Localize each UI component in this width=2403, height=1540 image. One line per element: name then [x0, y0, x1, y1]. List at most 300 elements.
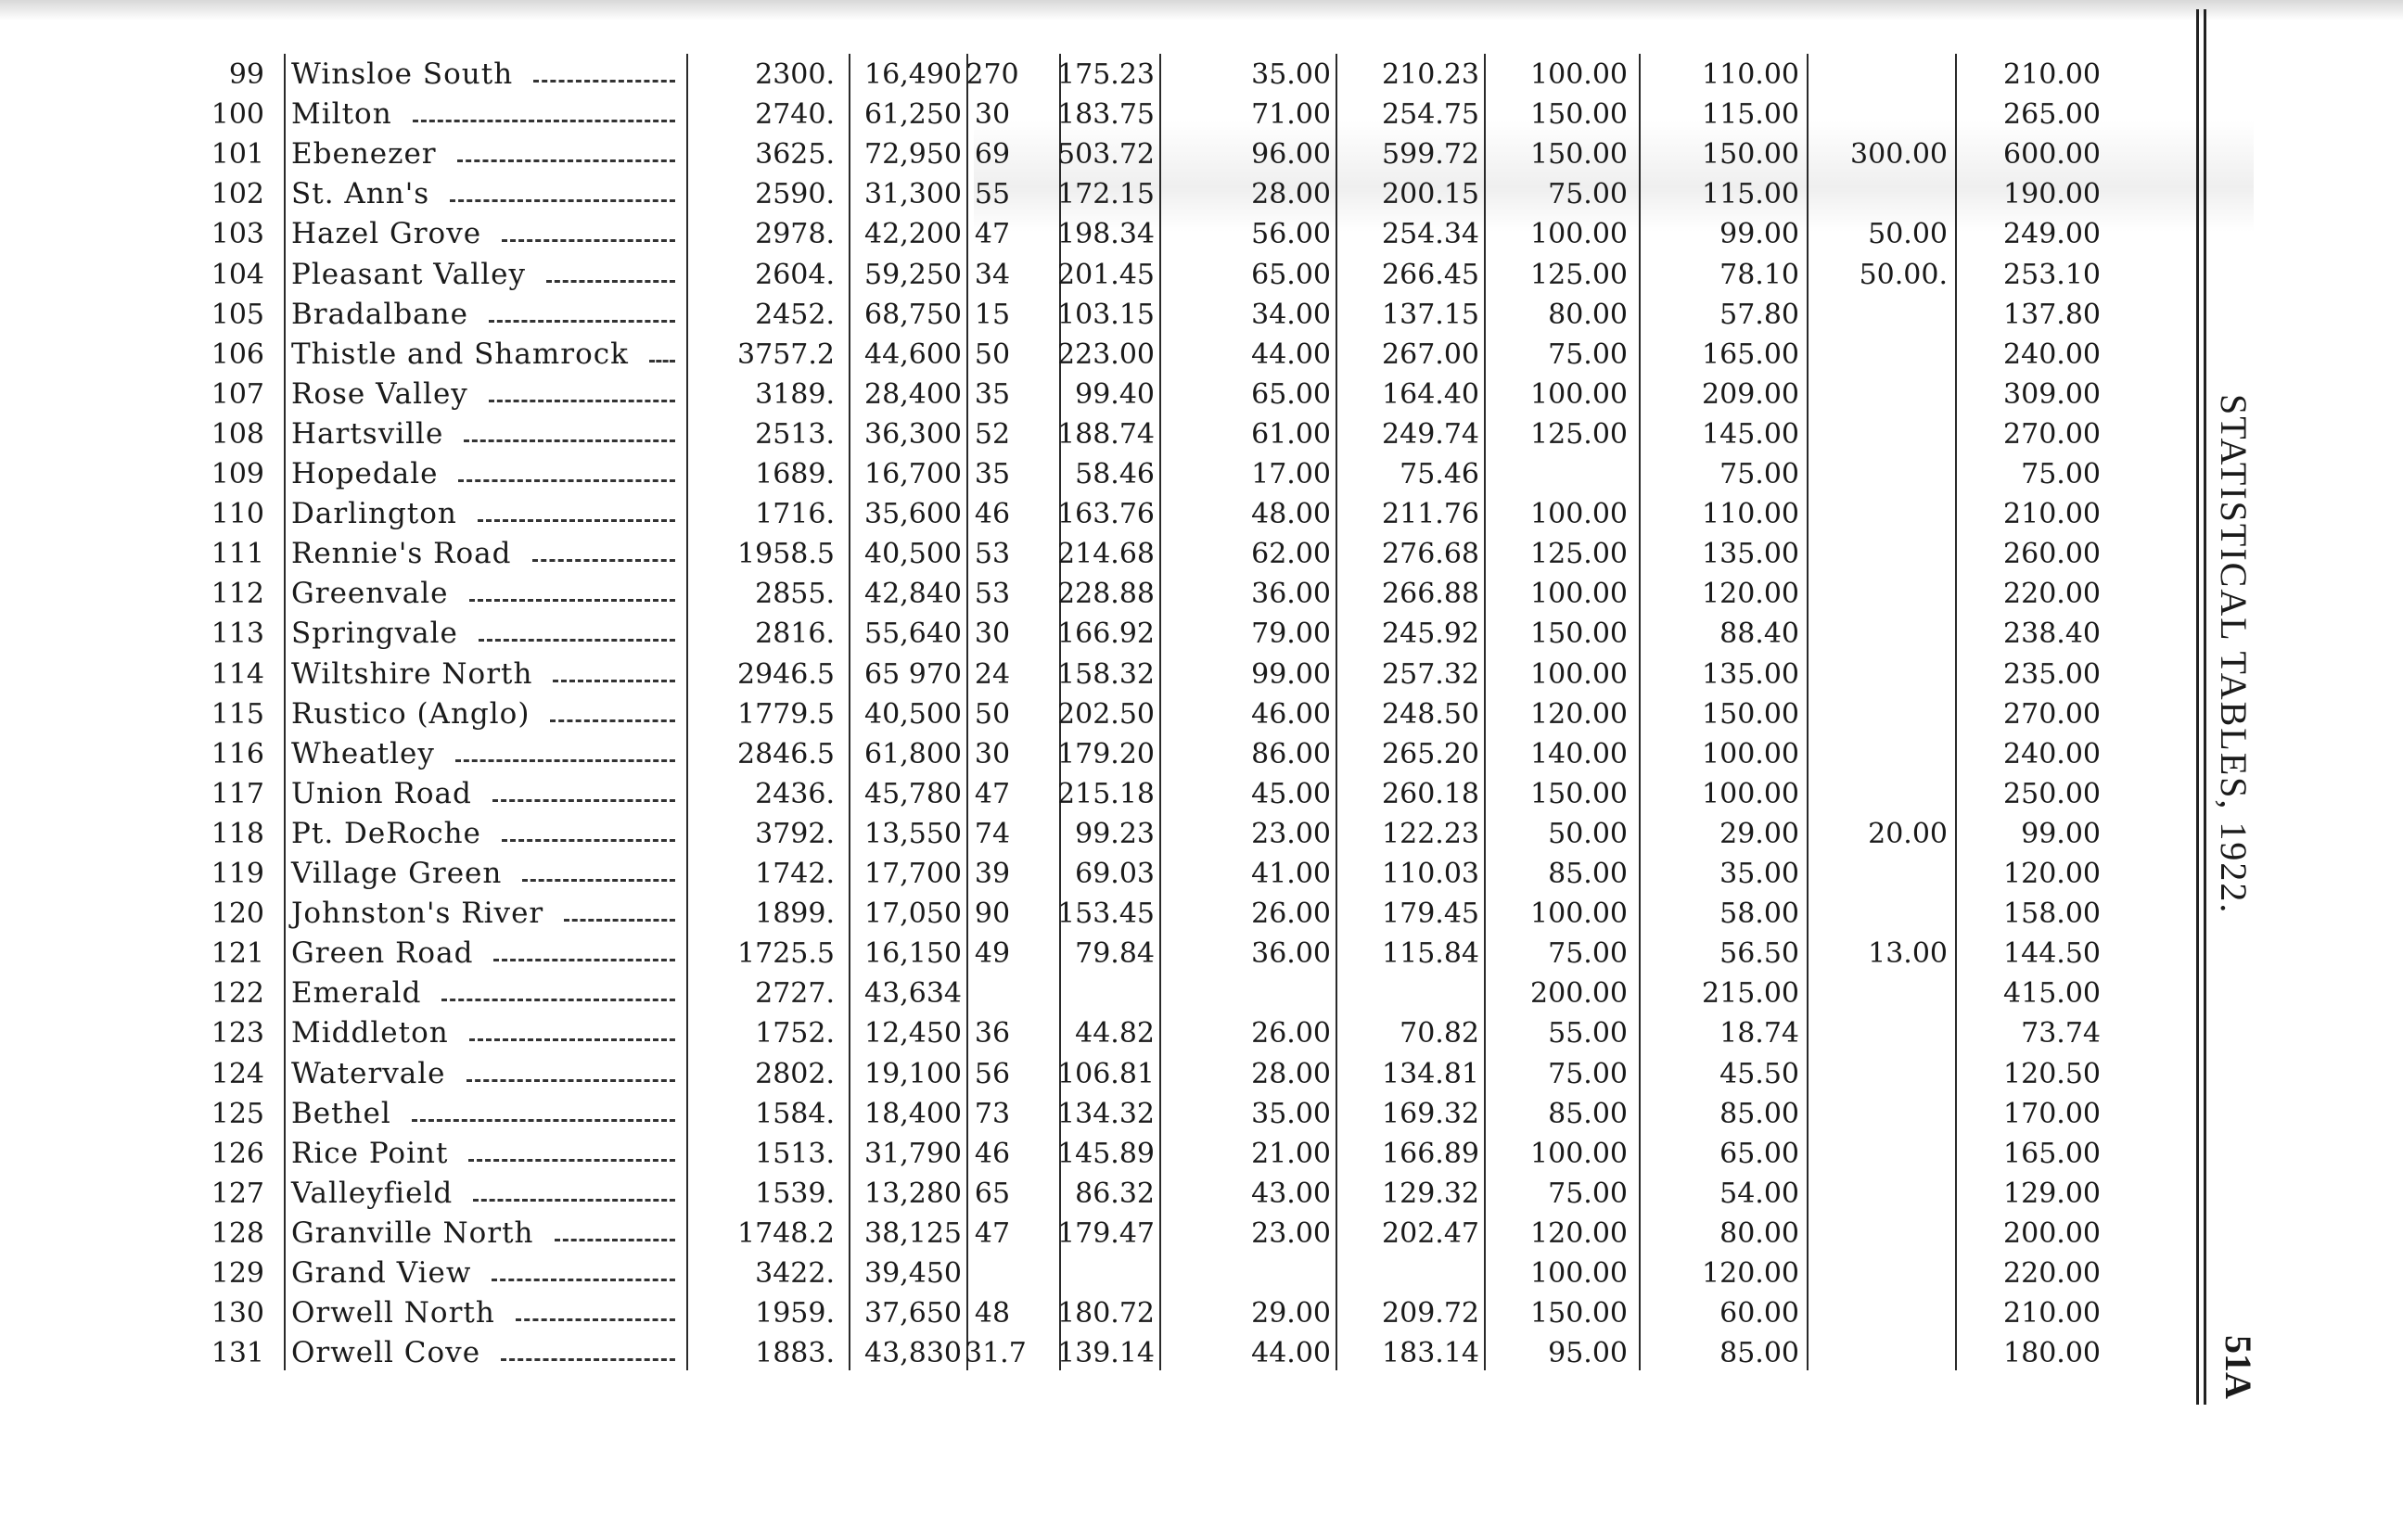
table-cell-c2: 19,100 — [864, 1057, 962, 1090]
table-cell-c6: 134.81 — [1382, 1057, 1479, 1090]
dot-leader — [468, 1159, 675, 1162]
table-cell-c6: 137.15 — [1382, 298, 1479, 331]
row-number: 127 — [211, 1177, 264, 1210]
table-cell-c3: 34 — [974, 258, 1011, 291]
table-cell-c10: 250.00 — [2003, 777, 2101, 810]
table-row — [0, 894, 2189, 934]
table-cell-c7: 50.00 — [1548, 817, 1628, 850]
table-cell-c3: 47 — [974, 777, 1011, 810]
table-cell-c6: 202.47 — [1382, 1216, 1479, 1250]
dot-leader — [479, 639, 675, 642]
table-cell-c7: 100.00 — [1530, 218, 1628, 251]
table-cell-c2: 16,700 — [864, 458, 962, 490]
table-row — [0, 174, 2189, 214]
table-cell-c7: 75.00 — [1548, 337, 1628, 371]
table-cell-c1: 1958.5 — [737, 538, 835, 571]
table-cell-c7: 200.00 — [1530, 977, 1628, 1011]
district-name: Wheatley — [291, 736, 435, 770]
table-row — [0, 1214, 2189, 1254]
table-cell-c5: 35.00 — [1251, 58, 1331, 91]
table-row — [0, 774, 2189, 814]
table-cell-c7: 100.00 — [1530, 498, 1628, 531]
table-row — [0, 255, 2189, 295]
table-cell-c3: 46 — [974, 1137, 1011, 1170]
table-cell-c7: 100.00 — [1530, 657, 1628, 691]
district-name: Hartsville — [291, 416, 444, 451]
table-cell-c10: 120.00 — [2003, 858, 2101, 890]
row-number: 121 — [211, 937, 264, 971]
table-cell-c2: 65 970 — [864, 657, 962, 691]
table-cell-c8: 88.40 — [1719, 617, 1799, 651]
table-cell-c7: 100.00 — [1530, 897, 1628, 931]
table-cell-c8: 110.00 — [1702, 498, 1799, 531]
table-row — [0, 494, 2189, 534]
table-cell-c3: 36 — [974, 1017, 1011, 1050]
table-cell-c3: 69 — [974, 138, 1011, 172]
table-cell-c7: 85.00 — [1548, 858, 1628, 890]
table-cell-c8: 85.00 — [1719, 1337, 1799, 1370]
table-cell-c10: 600.00 — [2003, 138, 2101, 172]
table-cell-c8: 57.80 — [1719, 298, 1799, 331]
table-cell-c6: 200.15 — [1382, 178, 1479, 211]
district-name: Grand View — [291, 1256, 472, 1290]
table-cell-c1: 2740. — [755, 98, 835, 132]
table-cell-c1: 1899. — [755, 897, 835, 931]
row-number: 114 — [211, 657, 264, 691]
table-cell-c3: 53 — [974, 538, 1011, 571]
table-cell-c3: 73 — [974, 1097, 1011, 1130]
table-cell-c6: 260.18 — [1382, 777, 1479, 810]
table-cell-c2: 37,650 — [864, 1297, 962, 1330]
table-cell-c10: 158.00 — [2003, 897, 2101, 931]
table-cell-c8: 115.00 — [1702, 178, 1799, 211]
row-number: 107 — [211, 377, 264, 411]
table-cell-c9: 13.00 — [1868, 937, 1948, 971]
row-number: 109 — [211, 458, 264, 490]
table-cell-c8: 56.50 — [1719, 937, 1799, 971]
row-number: 115 — [211, 697, 264, 731]
table-cell-c2: 61,800 — [864, 737, 962, 770]
table-cell-c10: 235.00 — [2003, 657, 2101, 691]
table-row — [0, 1094, 2189, 1134]
table-cell-c9: 300.00 — [1850, 138, 1948, 172]
table-cell-c7: 75.00 — [1548, 178, 1628, 211]
district-name: Middleton — [291, 1016, 449, 1050]
district-name: Rustico (Anglo) — [291, 696, 530, 731]
table-cell-c6: 249.74 — [1382, 417, 1479, 451]
table-cell-c4: 99.23 — [1075, 817, 1155, 850]
dot-leader — [546, 280, 675, 283]
table-cell-c3: 46 — [974, 498, 1011, 531]
table-cell-c6: 267.00 — [1382, 337, 1479, 371]
row-number: 111 — [211, 538, 264, 571]
table-cell-c6: 265.20 — [1382, 737, 1479, 770]
table-cell-c7: 100.00 — [1530, 1257, 1628, 1290]
table-row — [0, 534, 2189, 574]
table-cell-c5: 29.00 — [1251, 1297, 1331, 1330]
table-cell-c3: 50 — [974, 697, 1011, 731]
table-cell-c2: 35,600 — [864, 498, 962, 531]
district-name: Hopedale — [291, 457, 439, 490]
district-name: Rice Point — [291, 1136, 449, 1170]
row-number: 118 — [211, 817, 264, 850]
district-name: Granville North — [291, 1215, 534, 1250]
table-cell-c4: 215.18 — [1057, 777, 1155, 810]
table-cell-c4: 175.23 — [1057, 58, 1155, 91]
table-cell-c7: 75.00 — [1548, 1177, 1628, 1210]
table-cell-c10: 265.00 — [2003, 98, 2101, 132]
table-cell-c4: 106.81 — [1057, 1057, 1155, 1090]
table-cell-c4: 223.00 — [1057, 337, 1155, 371]
row-number: 100 — [211, 98, 264, 132]
row-number: 128 — [211, 1216, 264, 1250]
table-cell-c10: 120.50 — [2003, 1057, 2101, 1090]
table-cell-c1: 2727. — [755, 977, 835, 1011]
table-cell-c8: 115.00 — [1702, 98, 1799, 132]
table-cell-c10: 129.00 — [2003, 1177, 2101, 1210]
table-cell-c10: 165.00 — [2003, 1137, 2101, 1170]
table-cell-c6: 179.45 — [1382, 897, 1479, 931]
table-cell-c2: 45,780 — [864, 777, 962, 810]
table-cell-c10: 253.10 — [2003, 258, 2101, 291]
table-cell-c6: 209.72 — [1382, 1297, 1479, 1330]
table-cell-c5: 79.00 — [1251, 617, 1331, 651]
table-cell-c3: 52 — [974, 417, 1011, 451]
table-cell-c10: 210.00 — [2003, 498, 2101, 531]
row-number: 122 — [211, 977, 264, 1011]
table-cell-c10: 180.00 — [2003, 1337, 2101, 1370]
district-name: Winsloe South — [291, 57, 514, 91]
district-name: Rose Valley — [291, 376, 468, 411]
table-cell-c4: 228.88 — [1057, 578, 1155, 611]
table-cell-c10: 170.00 — [2003, 1097, 2101, 1130]
table-cell-c9: 50.00 — [1868, 218, 1948, 251]
table-cell-c3: 65 — [974, 1177, 1011, 1210]
table-cell-c1: 3422. — [755, 1257, 835, 1290]
table-cell-c9: 50.00. — [1859, 258, 1948, 291]
table-cell-c2: 28,400 — [864, 377, 962, 411]
table-cell-c10: 270.00 — [2003, 697, 2101, 731]
table-cell-c6: 254.34 — [1382, 218, 1479, 251]
table-row — [0, 814, 2189, 854]
table-cell-c10: 190.00 — [2003, 178, 2101, 211]
table-cell-c8: 85.00 — [1719, 1097, 1799, 1130]
table-cell-c1: 1725.5 — [737, 937, 835, 971]
district-name: Darlington — [291, 497, 457, 531]
table-cell-c8: 135.00 — [1702, 657, 1799, 691]
table-cell-c1: 2946.5 — [737, 657, 835, 691]
table-cell-c2: 31,300 — [864, 178, 962, 211]
table-cell-c4: 183.75 — [1057, 98, 1155, 132]
table-cell-c7: 140.00 — [1530, 737, 1628, 770]
table-cell-c4: 86.32 — [1075, 1177, 1155, 1210]
row-number: 120 — [211, 897, 264, 931]
table-cell-c5: 28.00 — [1251, 178, 1331, 211]
table-cell-c10: 200.00 — [2003, 1216, 2101, 1250]
table-cell-c5: 62.00 — [1251, 538, 1331, 571]
table-cell-c4: 163.76 — [1057, 498, 1155, 531]
table-row — [0, 1134, 2189, 1174]
table-cell-c4: 198.34 — [1057, 218, 1155, 251]
table-cell-c4: 69.03 — [1075, 858, 1155, 890]
table-cell-c5: 26.00 — [1251, 1017, 1331, 1050]
table-cell-c6: 266.45 — [1382, 258, 1479, 291]
table-cell-c8: 58.00 — [1719, 897, 1799, 931]
table-cell-c3: 30 — [974, 98, 1011, 132]
table-cell-c4: 172.15 — [1057, 178, 1155, 211]
table-cell-c3: 30 — [974, 737, 1011, 770]
table-cell-c8: 165.00 — [1702, 337, 1799, 371]
table-cell-c2: 43,830 — [864, 1337, 962, 1370]
table-cell-c3: 74 — [974, 817, 1011, 850]
table-row — [0, 454, 2189, 494]
table-cell-c6: 164.40 — [1382, 377, 1479, 411]
row-number: 125 — [211, 1097, 264, 1130]
table-cell-c7: 100.00 — [1530, 58, 1628, 91]
table-row — [0, 1174, 2189, 1214]
district-name: Greenvale — [291, 577, 449, 611]
table-cell-c2: 31,790 — [864, 1137, 962, 1170]
table-cell-c4: 58.46 — [1075, 458, 1155, 490]
table-cell-c5: 96.00 — [1251, 138, 1331, 172]
table-cell-c1: 2436. — [755, 777, 835, 810]
table-cell-c10: 415.00 — [2003, 977, 2101, 1011]
table-cell-c3: 53 — [974, 578, 1011, 611]
district-name: Bradalbane — [291, 297, 468, 331]
table-cell-c1: 2816. — [755, 617, 835, 651]
table-cell-c5: 86.00 — [1251, 737, 1331, 770]
table-cell-c1: 1742. — [755, 858, 835, 890]
table-row — [0, 1254, 2189, 1293]
table-cell-c10: 210.00 — [2003, 58, 2101, 91]
table-cell-c7: 80.00 — [1548, 298, 1628, 331]
table-cell-c1: 2590. — [755, 178, 835, 211]
table-row — [0, 574, 2189, 614]
table-cell-c7: 120.00 — [1530, 1216, 1628, 1250]
table-cell-c3: 31.7 — [965, 1337, 1027, 1370]
table-cell-c1: 3792. — [755, 817, 835, 850]
table-cell-c10: 137.80 — [2003, 298, 2101, 331]
table-cell-c8: 99.00 — [1719, 218, 1799, 251]
table-cell-c5: 23.00 — [1251, 1216, 1331, 1250]
table-cell-c8: 18.74 — [1719, 1017, 1799, 1050]
table-cell-c7: 100.00 — [1530, 1137, 1628, 1170]
table-cell-c2: 40,500 — [864, 538, 962, 571]
table-cell-c3: 48 — [974, 1297, 1011, 1330]
table-cell-c6: 75.46 — [1400, 458, 1479, 490]
table-row — [0, 734, 2189, 774]
table-cell-c9: 20.00 — [1868, 817, 1948, 850]
running-title: STATISTICAL TABLES, 1922. — [2213, 394, 2255, 915]
table-row — [0, 655, 2189, 694]
table-cell-c2: 68,750 — [864, 298, 962, 331]
table-cell-c7: 150.00 — [1530, 138, 1628, 172]
dot-leader — [473, 1199, 675, 1202]
table-cell-c5: 17.00 — [1251, 458, 1331, 490]
table-cell-c5: 44.00 — [1251, 337, 1331, 371]
dot-leader — [516, 1318, 675, 1321]
dot-leader — [455, 759, 675, 762]
dot-leader — [467, 1079, 675, 1082]
table-cell-c3: 49 — [974, 937, 1011, 971]
row-number: 103 — [211, 218, 264, 251]
table-row — [0, 974, 2189, 1013]
table-cell-c1: 1959. — [755, 1297, 835, 1330]
table-cell-c5: 65.00 — [1251, 377, 1331, 411]
table-cell-c10: 309.00 — [2003, 377, 2101, 411]
district-name: Wiltshire North — [291, 656, 533, 691]
table-cell-c1: 2300. — [755, 58, 835, 91]
table-cell-c8: 145.00 — [1702, 417, 1799, 451]
table-cell-c2: 42,200 — [864, 218, 962, 251]
table-cell-c10: 99.00 — [2021, 817, 2101, 850]
table-cell-c8: 35.00 — [1719, 858, 1799, 890]
table-cell-c2: 13,550 — [864, 817, 962, 850]
district-name: Milton — [291, 97, 392, 132]
table-row — [0, 614, 2189, 654]
table-cell-c5: 36.00 — [1251, 578, 1331, 611]
table-cell-c3: 35 — [974, 377, 1011, 411]
table-row — [0, 335, 2189, 375]
table-cell-c10: 240.00 — [2003, 337, 2101, 371]
table-cell-c1: 1539. — [755, 1177, 835, 1210]
table-cell-c4: 179.20 — [1057, 737, 1155, 770]
table-cell-c4: 139.14 — [1057, 1337, 1155, 1370]
table-cell-c10: 144.50 — [2003, 937, 2101, 971]
table-row — [0, 375, 2189, 414]
table-cell-c6: 169.32 — [1382, 1097, 1479, 1130]
table-cell-c6: 276.68 — [1382, 538, 1479, 571]
row-number: 126 — [211, 1137, 264, 1170]
district-name: Emerald — [291, 976, 422, 1011]
row-number: 113 — [211, 617, 264, 651]
page-edge-rule — [2204, 9, 2206, 1405]
scan-top-shadow — [0, 0, 2403, 20]
table-cell-c1: 1584. — [755, 1097, 835, 1130]
table-row — [0, 295, 2189, 335]
table-cell-c8: 150.00 — [1702, 138, 1799, 172]
table-cell-c10: 260.00 — [2003, 538, 2101, 571]
district-name: Village Green — [291, 857, 503, 890]
table-cell-c8: 80.00 — [1719, 1216, 1799, 1250]
district-name: Watervale — [291, 1056, 446, 1090]
table-cell-c3: 47 — [974, 1216, 1011, 1250]
table-cell-c7: 150.00 — [1530, 1297, 1628, 1330]
table-cell-c5: 44.00 — [1251, 1337, 1331, 1370]
row-number: 117 — [211, 777, 264, 810]
table-cell-c1: 1748.2 — [737, 1216, 835, 1250]
district-name: St. Ann's — [291, 177, 430, 211]
table-cell-c1: 2855. — [755, 578, 835, 611]
dot-leader — [553, 680, 675, 682]
table-cell-c7: 100.00 — [1530, 377, 1628, 411]
table-cell-c1: 1716. — [755, 498, 835, 531]
table-cell-c10: 238.40 — [2003, 617, 2101, 651]
table-cell-c7: 150.00 — [1530, 617, 1628, 651]
district-name: Hazel Grove — [291, 217, 482, 251]
table-cell-c6: 254.75 — [1382, 98, 1479, 132]
table-cell-c5: 36.00 — [1251, 937, 1331, 971]
table-cell-c8: 65.00 — [1719, 1137, 1799, 1170]
table-cell-c10: 75.00 — [2021, 458, 2101, 490]
dot-leader — [550, 719, 675, 722]
table-cell-c7: 75.00 — [1548, 937, 1628, 971]
table-cell-c2: 13,280 — [864, 1177, 962, 1210]
table-cell-c1: 1513. — [755, 1137, 835, 1170]
dot-leader — [441, 999, 675, 1001]
table-cell-c10: 270.00 — [2003, 417, 2101, 451]
dot-leader — [649, 360, 675, 363]
table-cell-c5: 23.00 — [1251, 817, 1331, 850]
table-cell-c2: 38,125 — [864, 1216, 962, 1250]
table-cell-c1: 1779.5 — [737, 697, 835, 731]
table-cell-c8: 209.00 — [1702, 377, 1799, 411]
table-cell-c2: 42,840 — [864, 578, 962, 611]
district-name: Union Road — [291, 776, 472, 810]
dot-leader — [502, 239, 675, 242]
table-cell-c5: 34.00 — [1251, 298, 1331, 331]
dot-leader — [489, 320, 675, 323]
table-cell-c6: 210.23 — [1382, 58, 1479, 91]
table-cell-c1: 2978. — [755, 218, 835, 251]
dot-leader — [501, 1358, 675, 1361]
district-name: Johnston's River — [291, 897, 544, 931]
dot-leader — [469, 1038, 675, 1041]
table-cell-c3: 50 — [974, 337, 1011, 371]
dot-leader — [532, 559, 675, 562]
table-row — [0, 1293, 2189, 1333]
table-cell-c4: 166.92 — [1057, 617, 1155, 651]
table-cell-c3: 55 — [974, 178, 1011, 211]
table-cell-c2: 72,950 — [864, 138, 962, 172]
dot-leader — [464, 439, 675, 442]
table-cell-c5: 35.00 — [1251, 1097, 1331, 1130]
table-cell-c2: 36,300 — [864, 417, 962, 451]
table-cell-c8: 150.00 — [1702, 697, 1799, 731]
table-cell-c4: 103.15 — [1057, 298, 1155, 331]
table-cell-c8: 29.00 — [1719, 817, 1799, 850]
district-name: Pt. DeRoche — [291, 816, 481, 850]
table-cell-c4: 44.82 — [1075, 1017, 1155, 1050]
table-cell-c4: 202.50 — [1057, 697, 1155, 731]
table-cell-c10: 240.00 — [2003, 737, 2101, 770]
table-cell-c1: 1883. — [755, 1337, 835, 1370]
table-cell-c3: 270 — [965, 58, 1019, 91]
table-cell-c1: 2802. — [755, 1057, 835, 1090]
table-cell-c6: 266.88 — [1382, 578, 1479, 611]
table-cell-c2: 61,250 — [864, 98, 962, 132]
table-cell-c3: 15 — [974, 298, 1011, 331]
table-cell-c10: 210.00 — [2003, 1297, 2101, 1330]
row-number: 124 — [211, 1057, 264, 1090]
district-name: Orwell North — [291, 1296, 495, 1330]
table-cell-c4: 201.45 — [1057, 258, 1155, 291]
table-cell-c7: 85.00 — [1548, 1097, 1628, 1130]
table-cell-c4: 180.72 — [1057, 1297, 1155, 1330]
table-cell-c6: 248.50 — [1382, 697, 1479, 731]
table-cell-c8: 60.00 — [1719, 1297, 1799, 1330]
table-row — [0, 694, 2189, 734]
dot-leader — [412, 1119, 675, 1122]
table-cell-c1: 1689. — [755, 458, 835, 490]
table-cell-c5: 71.00 — [1251, 98, 1331, 132]
row-number: 131 — [211, 1337, 264, 1370]
row-number: 105 — [211, 298, 264, 331]
dot-leader — [450, 199, 675, 202]
table-cell-c3: 90 — [974, 897, 1011, 931]
table-cell-c4: 188.74 — [1057, 417, 1155, 451]
table-cell-c2: 16,490 — [864, 58, 962, 91]
